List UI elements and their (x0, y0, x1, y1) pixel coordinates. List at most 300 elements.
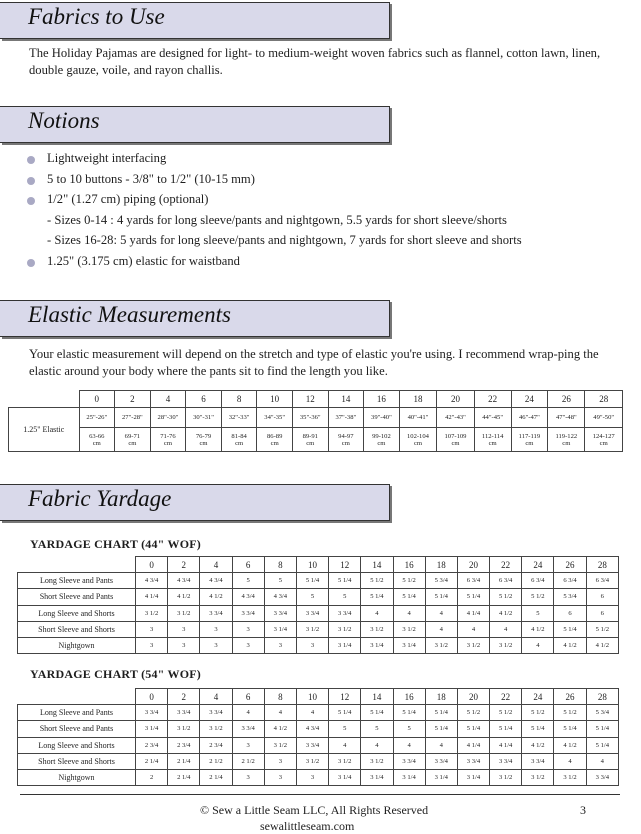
table-cell: 3 3/4 (168, 705, 200, 721)
row-label: Long Sleeve and Shorts (18, 737, 136, 753)
table-cell: 5 (361, 721, 393, 737)
table-cell: 4 (522, 637, 554, 653)
table-row (18, 605, 619, 621)
section-header-fabrics (0, 2, 391, 39)
table-header-row (9, 391, 623, 408)
table-row (18, 721, 619, 737)
cm-unit: cm (488, 439, 497, 447)
table-cell: 2 3/4 (136, 737, 168, 753)
table-cell (585, 428, 623, 452)
size-header: 16 (364, 391, 400, 408)
table-cell: 5 1/2 (457, 705, 489, 721)
table-cell: 3 (168, 637, 200, 653)
size-header: 10 (296, 689, 328, 705)
section-title-yardage: Fabric Yardage (28, 486, 172, 511)
table-corner (18, 557, 136, 573)
table-cell: 3 3/4 (457, 753, 489, 769)
cm-unit: cm (599, 439, 608, 447)
table-cell: 3 3/4 (232, 721, 264, 737)
table-cell: 4 (393, 737, 425, 753)
table-cell: 39"-40" (364, 408, 400, 428)
size-header: 26 (554, 689, 586, 705)
cm-value: 102-104 (406, 432, 429, 440)
table-cell: 5 1/2 (361, 573, 393, 589)
table-cell (328, 428, 364, 452)
table-cell (292, 428, 328, 452)
cm-unit: cm (413, 439, 422, 447)
size-header: 26 (548, 391, 585, 408)
row-label: Short Sleeve and Pants (18, 721, 136, 737)
table-cell: 4 1/2 (554, 737, 586, 753)
footer-copyright: © Sew a Little Seam LLC, All Rights Reserved (200, 803, 429, 817)
table-cell: 3 (200, 621, 232, 637)
table-cell: 3 (264, 753, 296, 769)
size-header: 20 (457, 557, 489, 573)
table-cell: 3 1/2 (490, 769, 522, 785)
table-cell: 2 3/4 (200, 737, 232, 753)
table-cell: 5 1/4 (522, 721, 554, 737)
table-cell: 2 3/4 (168, 737, 200, 753)
table-cell: 4 (296, 705, 328, 721)
table-cell: 2 1/4 (168, 769, 200, 785)
cm-unit: cm (163, 439, 172, 447)
table-cell: 3 1/2 (361, 753, 393, 769)
table-row (18, 705, 619, 721)
cm-unit: cm (525, 439, 534, 447)
table-cell: 3 1/2 (457, 637, 489, 653)
size-header: 24 (511, 391, 548, 408)
table-cell: 49"-50" (585, 408, 623, 428)
table-cell: 5 3/4 (554, 589, 586, 605)
size-header: 2 (168, 557, 200, 573)
table-cell: 3 3/4 (200, 705, 232, 721)
table-cell: 3 (296, 769, 328, 785)
table-cell: 6 (586, 605, 618, 621)
table-cell: 3 1/2 (522, 769, 554, 785)
table-cell: 5 1/2 (490, 705, 522, 721)
table-cell: 3 1/4 (393, 637, 425, 653)
table-cell: 5 1/4 (361, 705, 393, 721)
cm-value: 112-114 (481, 432, 504, 440)
cm-unit: cm (92, 439, 101, 447)
table-cell: 4 (361, 605, 393, 621)
table-cell: 5 1/4 (296, 573, 328, 589)
size-header: 22 (490, 557, 522, 573)
table-cell: 4 1/4 (490, 737, 522, 753)
size-header: 14 (328, 391, 364, 408)
section-header-yardage (0, 484, 391, 521)
table-cell: 4 1/4 (457, 605, 489, 621)
table-cell: 5 (329, 589, 361, 605)
yardage-44-title: YARDAGE CHART (44" WOF) (30, 537, 201, 551)
table-cell: 4 1/2 (264, 721, 296, 737)
table-cell: 35"-36" (292, 408, 328, 428)
size-header: 28 (586, 689, 618, 705)
table-header-row (18, 557, 619, 573)
size-header: 2 (168, 689, 200, 705)
table-row (9, 428, 623, 452)
yardage-44-table (17, 556, 619, 654)
cm-value: 124-127 (592, 432, 615, 440)
size-header: 8 (221, 391, 257, 408)
table-cell: 3 1/4 (425, 769, 457, 785)
size-header: 12 (329, 557, 361, 573)
table-cell: 3 (232, 737, 264, 753)
cm-value: 86-89 (266, 432, 283, 440)
table-cell: 3 1/2 (264, 737, 296, 753)
yardage-54-table (17, 688, 619, 786)
table-cell: 3 1/4 (361, 769, 393, 785)
table-cell: 3 1/4 (361, 637, 393, 653)
list-item: - Sizes 0-14 : 4 yards for long sleeve/pants and nightgown, 5.5 yards for short sleeve/shorts (47, 212, 507, 227)
table-cell: 3 1/2 (136, 605, 168, 621)
row-label: Long Sleeve and Pants (18, 705, 136, 721)
table-cell: 5 (232, 573, 264, 589)
table-cell: 37"-38" (328, 408, 364, 428)
size-header: 10 (296, 557, 328, 573)
table-cell: 3 (232, 621, 264, 637)
footer-website: sewalittleseam.com (260, 819, 355, 833)
table-cell (257, 428, 293, 452)
table-corner (9, 391, 80, 408)
table-cell: 3 1/2 (296, 753, 328, 769)
table-cell: 5 (296, 589, 328, 605)
size-header: 2 (115, 391, 151, 408)
table-cell: 4 (457, 621, 489, 637)
section-header-notions (0, 106, 391, 143)
table-cell: 5 1/4 (425, 705, 457, 721)
size-header: 4 (150, 391, 186, 408)
table-cell: 3 3/4 (393, 753, 425, 769)
table-cell: 3 3/4 (200, 605, 232, 621)
cm-value: 69-71 (124, 432, 141, 440)
table-cell: 6 (586, 589, 618, 605)
table-row (18, 573, 619, 589)
table-cell: 5 1/2 (522, 705, 554, 721)
size-header: 6 (186, 391, 222, 408)
table-cell: 5 3/4 (586, 705, 618, 721)
size-header: 20 (457, 689, 489, 705)
list-item: - Sizes 16-28: 5 yards for long sleeve/pants and nightgown, 7 yards for short sleeve and shorts (47, 233, 522, 247)
table-cell: 3 1/2 (200, 721, 232, 737)
table-cell: 4 3/4 (296, 721, 328, 737)
table-cell: 5 1/4 (329, 573, 361, 589)
table-cell: 3 3/4 (232, 605, 264, 621)
table-cell: 3 1/4 (393, 769, 425, 785)
table-cell: 44"-45" (474, 408, 511, 428)
table-cell: 3 3/4 (264, 605, 296, 621)
table-cell: 5 1/4 (554, 621, 586, 637)
size-header: 16 (393, 689, 425, 705)
table-cell: 3 1/2 (490, 637, 522, 653)
size-header: 16 (393, 557, 425, 573)
table-row (18, 737, 619, 753)
cm-value: 99-102 (372, 432, 391, 440)
size-header: 6 (232, 689, 264, 705)
table-cell: 4 (554, 753, 586, 769)
table-cell: 4 3/4 (232, 589, 264, 605)
list-item: 1.25" (3.175 cm) elastic for waistband (26, 254, 522, 275)
table-cell (399, 428, 437, 452)
list-item: Lightweight interfacing (26, 151, 522, 172)
table-cell: 3 1/2 (168, 605, 200, 621)
cm-unit: cm (270, 439, 279, 447)
table-cell: 4 1/2 (554, 637, 586, 653)
table-cell: 4 (329, 737, 361, 753)
size-header: 8 (264, 689, 296, 705)
table-cell: 3 3/4 (296, 605, 328, 621)
table-cell: 6 3/4 (457, 573, 489, 589)
cm-unit: cm (128, 439, 137, 447)
table-cell: 42"-43" (437, 408, 475, 428)
table-cell (150, 428, 186, 452)
table-cell: 4 1/2 (490, 605, 522, 621)
row-label: 1.25" Elastic (9, 408, 80, 452)
size-header: 12 (329, 689, 361, 705)
cm-value: 107-109 (444, 432, 467, 440)
cm-value: 63-66 (89, 432, 105, 440)
table-cell: 6 3/4 (554, 573, 586, 589)
table-cell: 5 (522, 605, 554, 621)
table-cell: 3 1/2 (393, 621, 425, 637)
table-cell (221, 428, 257, 452)
cm-value: 89-91 (302, 432, 318, 440)
table-cell: 4 (490, 621, 522, 637)
row-label: Short Sleeve and Pants (18, 589, 136, 605)
size-header: 18 (425, 689, 457, 705)
table-cell: 3 3/4 (586, 769, 618, 785)
table-row (18, 621, 619, 637)
elastic-description: Your elastic measurement will depend on the stretch and type of elastic you're using. I recommend wrap-ping the elastic around your body where the pants sit to find the length you like. (29, 347, 599, 378)
table-cell: 4 (425, 737, 457, 753)
list-item: 1/2" (1.27 cm) piping (optional) (26, 192, 522, 213)
size-header: 4 (200, 557, 232, 573)
cm-value: 81-84 (231, 432, 247, 440)
table-cell: 5 1/4 (425, 589, 457, 605)
table-row (18, 769, 619, 785)
table-cell: 4 1/2 (522, 737, 554, 753)
table-cell: 47"-48" (548, 408, 585, 428)
cm-value: 76-79 (195, 432, 212, 440)
table-cell: 3 (232, 769, 264, 785)
table-cell: 2 1/4 (200, 769, 232, 785)
size-header: 14 (361, 689, 393, 705)
table-cell: 3 1/2 (425, 637, 457, 653)
row-label: Short Sleeve and Shorts (18, 753, 136, 769)
table-cell: 5 (393, 721, 425, 737)
cm-value: 71-76 (160, 432, 176, 440)
size-header: 0 (136, 557, 168, 573)
row-label: Nightgown (18, 637, 136, 653)
cm-unit: cm (377, 439, 386, 447)
table-cell: 5 1/4 (457, 589, 489, 605)
table-cell: 34"-35" (257, 408, 293, 428)
table-cell: 3 3/4 (296, 737, 328, 753)
cm-value: 119-122 (555, 432, 578, 440)
table-cell: 4 1/4 (136, 589, 168, 605)
table-cell (548, 428, 585, 452)
size-header: 20 (437, 391, 475, 408)
table-cell: 5 1/4 (586, 721, 618, 737)
table-cell: 3 1/4 (136, 721, 168, 737)
table-cell: 5 1/4 (425, 721, 457, 737)
section-title-elastic: Elastic Measurements (28, 302, 231, 327)
table-cell (364, 428, 400, 452)
size-header: 28 (586, 557, 618, 573)
size-header: 14 (361, 557, 393, 573)
table-cell: 3 (200, 637, 232, 653)
table-header-row (18, 689, 619, 705)
table-cell: 5 1/4 (490, 721, 522, 737)
table-cell: 4 (232, 705, 264, 721)
table-cell: 3 1/4 (329, 769, 361, 785)
size-header: 28 (585, 391, 623, 408)
table-row (18, 753, 619, 769)
table-cell: 3 3/4 (425, 753, 457, 769)
size-header: 0 (136, 689, 168, 705)
table-cell: 4 (264, 705, 296, 721)
table-cell: 4 1/2 (522, 621, 554, 637)
size-header: 22 (474, 391, 511, 408)
table-cell: 5 3/4 (425, 573, 457, 589)
size-header: 24 (522, 557, 554, 573)
table-cell: 4 1/2 (200, 589, 232, 605)
table-cell: 4 (393, 605, 425, 621)
table-cell: 3 3/4 (490, 753, 522, 769)
table-cell: 28"-30" (150, 408, 186, 428)
table-cell: 3 3/4 (136, 705, 168, 721)
table-cell: 5 1/2 (490, 589, 522, 605)
table-cell: 2 1/2 (200, 753, 232, 769)
table-cell: 3 1/4 (329, 637, 361, 653)
table-cell: 3 1/2 (554, 769, 586, 785)
table-cell: 3 1/4 (264, 621, 296, 637)
table-cell (511, 428, 548, 452)
list-item: 5 to 10 buttons - 3/8" to 1/2" (10-15 mm) (26, 172, 522, 193)
table-cell: 4 (425, 621, 457, 637)
table-cell: 3 (168, 621, 200, 637)
table-cell: 3 (296, 637, 328, 653)
table-cell: 5 (329, 721, 361, 737)
table-cell: 3 1/2 (296, 621, 328, 637)
table-cell: 3 3/4 (329, 605, 361, 621)
table-cell: 3 1/2 (361, 621, 393, 637)
cm-unit: cm (341, 439, 350, 447)
size-header: 18 (399, 391, 437, 408)
table-cell: 5 1/4 (586, 737, 618, 753)
row-label: Short Sleeve and Shorts (18, 621, 136, 637)
section-title-fabrics: Fabrics to Use (28, 4, 165, 29)
table-cell: 5 1/2 (554, 705, 586, 721)
table-cell: 6 3/4 (490, 573, 522, 589)
size-header: 10 (257, 391, 293, 408)
table-cell: 5 1/4 (393, 589, 425, 605)
size-header: 26 (554, 557, 586, 573)
table-cell (115, 428, 151, 452)
row-label: Long Sleeve and Shorts (18, 605, 136, 621)
table-cell: 6 (554, 605, 586, 621)
table-cell: 5 1/4 (457, 721, 489, 737)
table-cell: 3 1/2 (168, 721, 200, 737)
size-header: 8 (264, 557, 296, 573)
table-cell: 4 3/4 (200, 573, 232, 589)
table-cell: 4 3/4 (264, 589, 296, 605)
table-cell (186, 428, 222, 452)
elastic-table (8, 390, 623, 452)
cm-unit: cm (306, 439, 315, 447)
row-label: Long Sleeve and Pants (18, 573, 136, 589)
table-cell: 2 (136, 769, 168, 785)
table-cell: 4 1/4 (457, 737, 489, 753)
table-cell: 2 1/4 (136, 753, 168, 769)
size-header: 4 (200, 689, 232, 705)
table-cell: 5 1/2 (393, 573, 425, 589)
table-row (9, 408, 623, 428)
cm-unit: cm (562, 439, 571, 447)
table-cell: 27"-28" (115, 408, 151, 428)
fabrics-description: The Holiday Pajamas are designed for light- to medium-weight woven fabrics such as flannel, cotton lawn, linen, double gauze, voile, and rayon challis. (29, 46, 601, 77)
table-cell: 3 1/2 (329, 621, 361, 637)
size-header: 6 (232, 557, 264, 573)
table-corner (18, 689, 136, 705)
table-cell: 46"-47" (511, 408, 548, 428)
table-cell: 5 1/2 (522, 589, 554, 605)
table-cell: 5 (264, 573, 296, 589)
table-cell: 5 1/4 (554, 721, 586, 737)
table-cell: 4 1/2 (586, 637, 618, 653)
table-cell: 3 3/4 (522, 753, 554, 769)
table-cell: 4 3/4 (136, 573, 168, 589)
table-cell: 4 (586, 753, 618, 769)
cm-value: 117-119 (518, 432, 541, 440)
table-cell: 4 (361, 737, 393, 753)
table-cell: 3 (136, 621, 168, 637)
size-header: 18 (425, 557, 457, 573)
table-cell (474, 428, 511, 452)
size-header: 0 (79, 391, 115, 408)
footer-divider (20, 794, 620, 795)
table-cell: 40"-41" (399, 408, 437, 428)
table-cell: 3 1/2 (329, 753, 361, 769)
yardage-54-title: YARDAGE CHART (54" WOF) (30, 667, 201, 681)
size-header: 22 (490, 689, 522, 705)
section-title-notions: Notions (28, 108, 100, 133)
table-cell: 3 1/4 (457, 769, 489, 785)
table-cell: 32"-33" (221, 408, 257, 428)
table-cell: 6 3/4 (586, 573, 618, 589)
table-cell: 6 3/4 (522, 573, 554, 589)
table-cell (437, 428, 475, 452)
section-header-elastic (0, 300, 391, 337)
size-header: 12 (292, 391, 328, 408)
table-cell: 3 (232, 637, 264, 653)
table-cell: 5 1/4 (329, 705, 361, 721)
table-cell: 5 1/4 (393, 705, 425, 721)
table-cell: 4 (425, 605, 457, 621)
table-cell: 4 1/2 (168, 589, 200, 605)
table-cell (79, 428, 115, 452)
cm-value: 94-97 (338, 432, 354, 440)
table-cell: 2 1/4 (168, 753, 200, 769)
table-cell: 25"-26" (79, 408, 115, 428)
table-row (18, 637, 619, 653)
table-cell: 30"-31" (186, 408, 222, 428)
cm-unit: cm (199, 439, 208, 447)
table-cell: 2 1/2 (232, 753, 264, 769)
table-cell: 5 1/4 (361, 589, 393, 605)
table-cell: 4 3/4 (168, 573, 200, 589)
size-header: 24 (522, 689, 554, 705)
